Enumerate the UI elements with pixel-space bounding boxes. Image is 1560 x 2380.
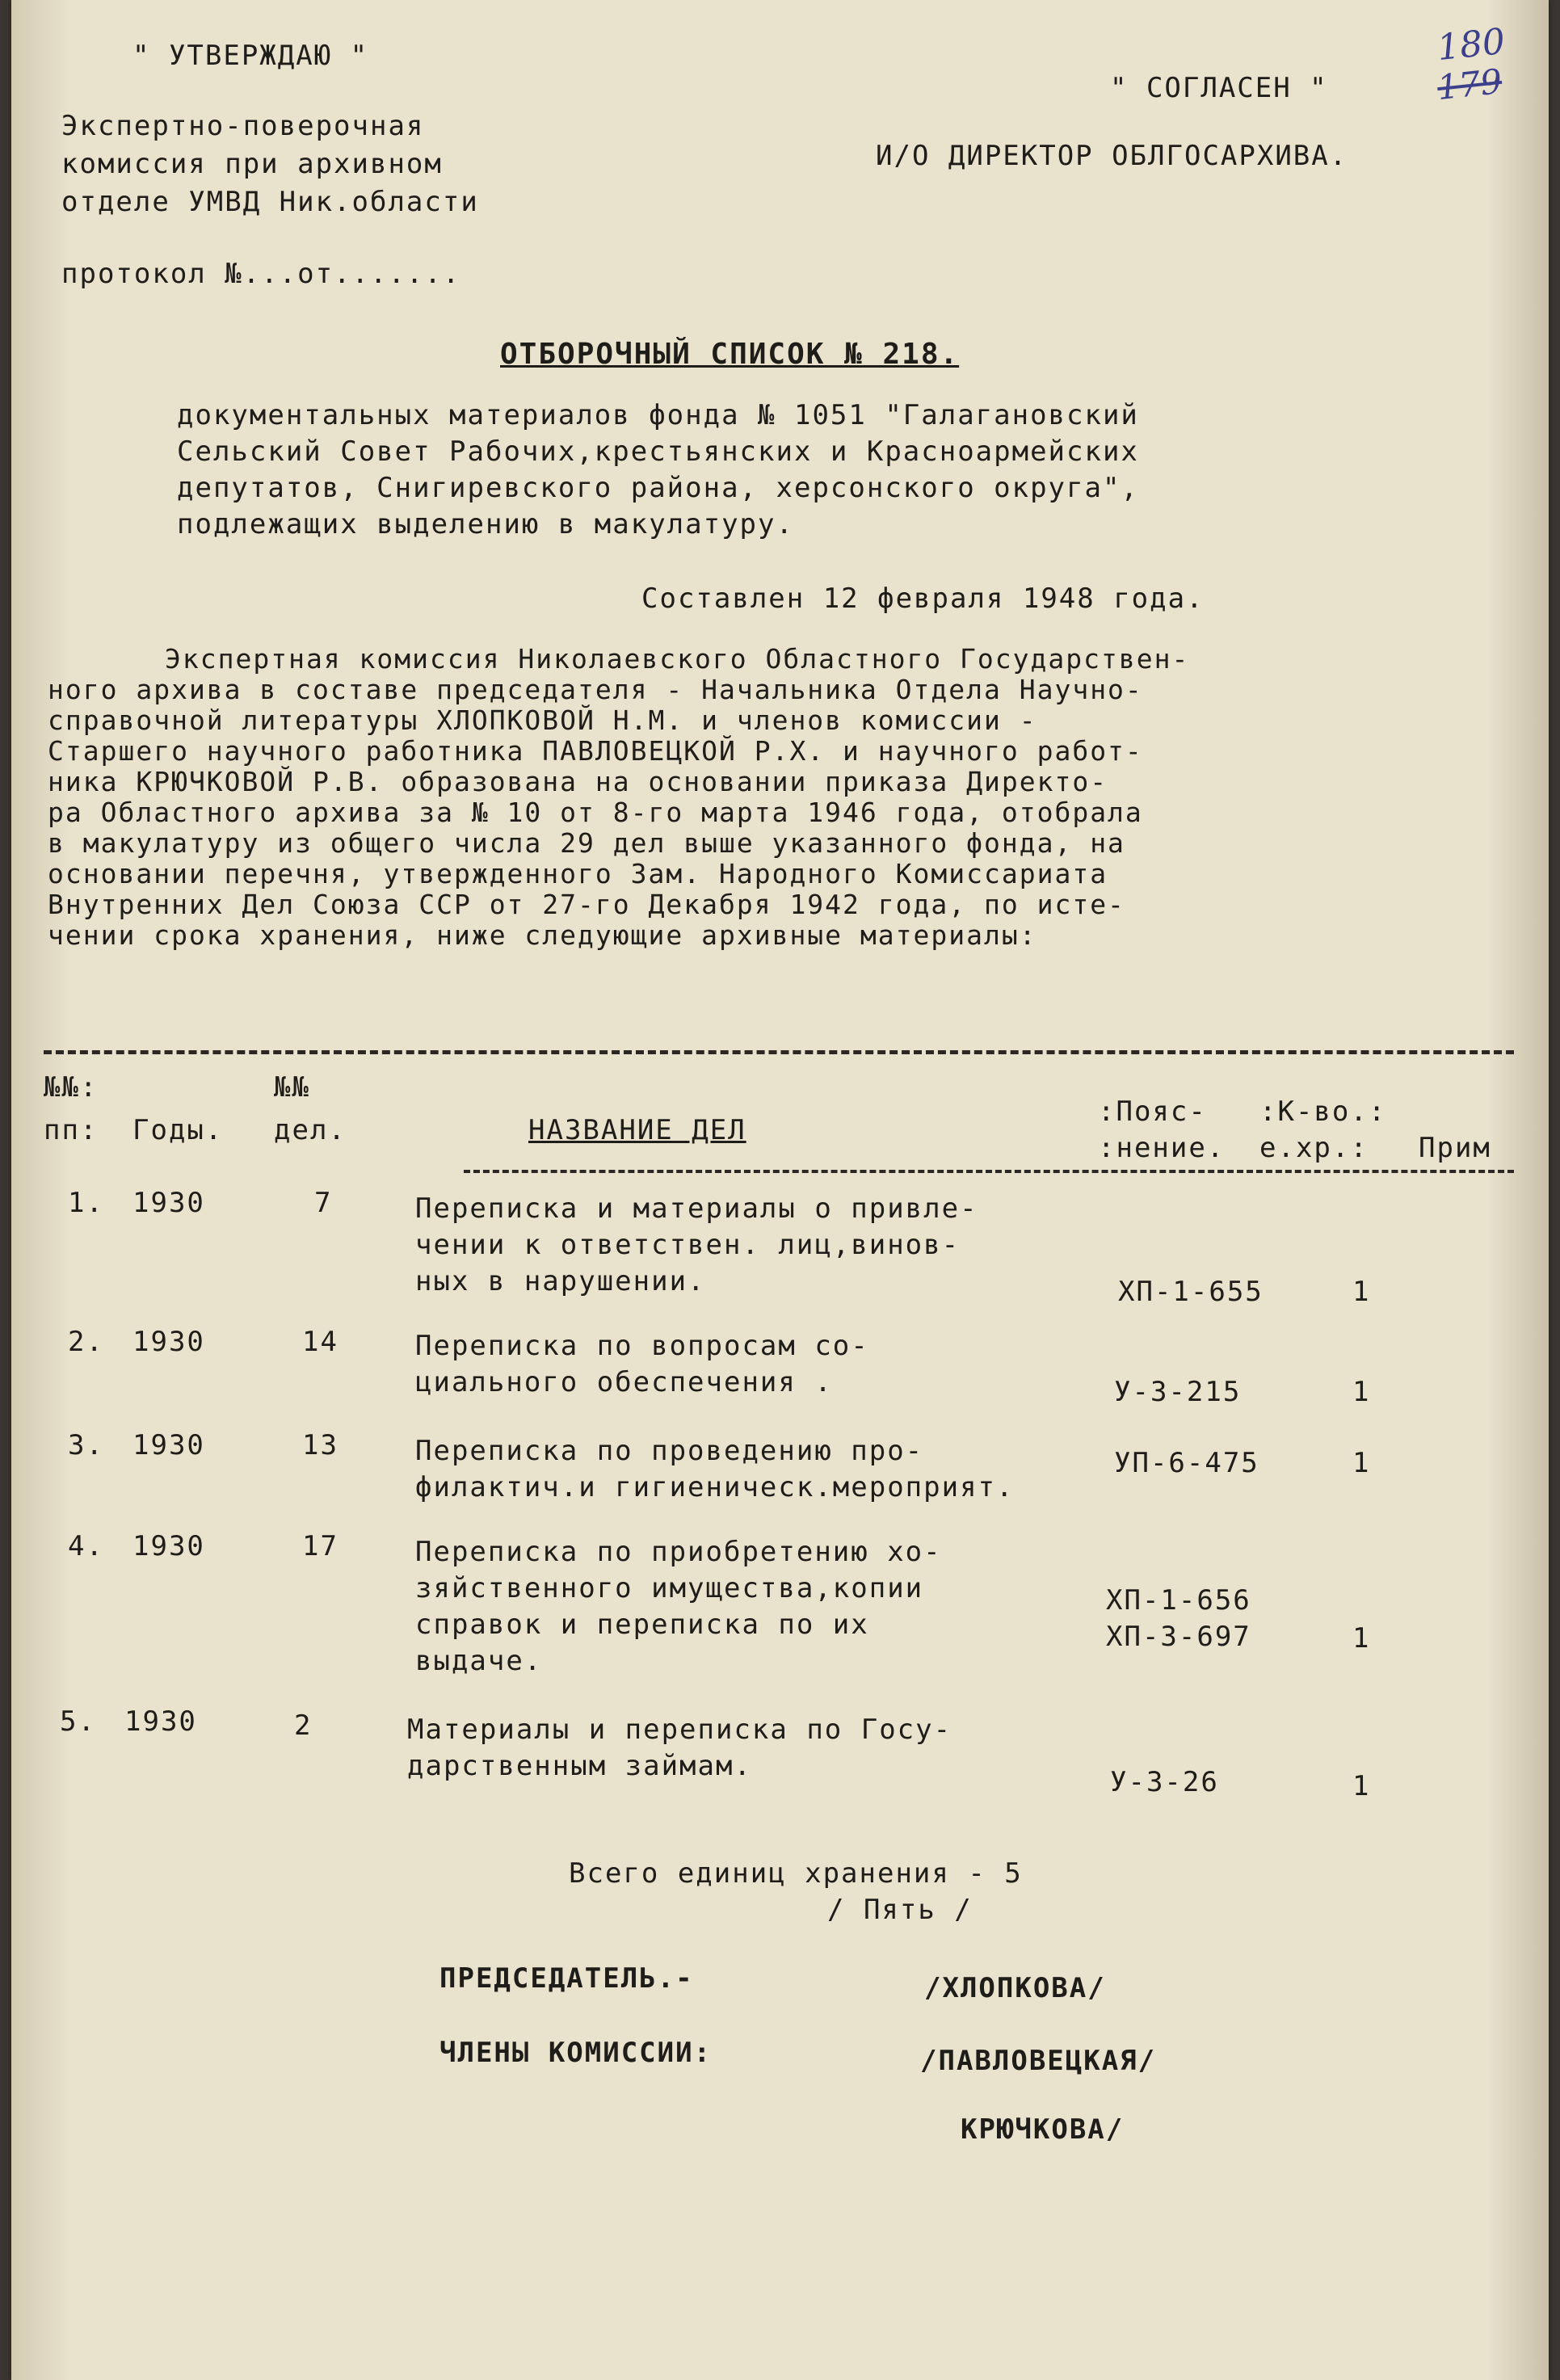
row-name-line: Переписка по вопросам со- [415,1330,869,1362]
row-name-line: справок и переписка по их [415,1608,869,1641]
body-line: Внутренних Дел Союза ССР от 27-го Декабря 1942 года, по исте- [48,889,1125,920]
col-qty-header: :К-во.: [1259,1095,1387,1128]
row-deal: 13 [302,1429,338,1461]
body-line: ного архива в составе председателя - Начальника Отдела Научно- [48,674,1143,705]
row-name-line: филактич.и гигиеническ.мероприят. [415,1471,1015,1503]
col-years-header: Годы. [132,1114,224,1146]
row-year: 1930 [132,1530,205,1562]
page-number-mark-old: 179 [1435,61,1504,108]
row-qty: 1 [1352,1770,1371,1802]
row-qty: 1 [1352,1622,1371,1655]
page-number-mark: 180 [1435,20,1507,69]
row-name-line: циального обеспечения . [415,1366,833,1398]
row-name-line: Переписка по проведению про- [415,1435,924,1467]
protocol-line: протокол №...от....... [61,258,461,290]
subtitle-line: Сельский Совет Рабочих,крестьянских и Красноармейских [177,435,1139,468]
row-qty: 1 [1352,1376,1371,1408]
subtitle-line: подлежащих выделению в макулатуру. [177,508,794,540]
approve-line: отделе УМВД Ник.области [61,186,479,218]
row-num: 5. [60,1705,96,1738]
row-expl: ХП-1-656 [1106,1584,1251,1617]
body-line: чении срока хранения, ниже следующие архивные материалы: [48,919,1037,951]
row-year: 1930 [132,1429,205,1461]
body-line: основании перечня, утвержденного Зам. Народного Комиссариата [48,858,1108,889]
compiled-date: Составлен 12 февраля 1948 года. [641,582,1205,615]
header-underline [464,1170,1514,1173]
row-year: 1930 [132,1187,205,1219]
chair-name: /ХЛОПКОВА/ [924,1972,1106,2004]
body-line: ника КРЮЧКОВОЙ Р.В. образована на основании приказа Директо- [48,766,1108,797]
body-line: справочной литературы ХЛОПКОВОЙ Н.М. и членов комиссии - [48,704,1037,736]
row-deal: 17 [302,1530,338,1562]
row-num: 4. [68,1530,104,1562]
subtitle-line: документальных материалов фонда № 1051 "Галагановский [177,399,1139,431]
row-name-line: зяйственного имущества,копии [415,1572,924,1604]
row-name-line: чении к ответствен. лиц,винов- [415,1229,961,1261]
row-deal: 7 [314,1187,333,1219]
row-expl: УП-6-475 [1114,1447,1259,1479]
body-line: Экспертная комиссия Николаевского Областного Государствен- [165,643,1190,675]
body-line: Старшего научного работника ПАВЛОВЕЦКОЙ Р.Х. и научного работ- [48,735,1143,767]
row-qty: 1 [1352,1276,1371,1308]
total-units-words: / Пять / [827,1894,973,1926]
col-expl-header: :Пояс- [1098,1095,1207,1128]
page-title: ОТБОРОЧНЫЙ СПИСОК № 218. [500,338,960,371]
col-name-header: НАЗВАНИЕ ДЕЛ [528,1114,746,1146]
col-num-header: №№: [44,1071,99,1104]
member-name: КРЮЧКОВА/ [961,2113,1125,2146]
col-deal-header: дел. [274,1114,347,1146]
body-line: ра Областного архива за № 10 от 8-го марта 1946 года, отобрала [48,797,1143,828]
row-name-line: Переписка по приобретению хо- [415,1536,942,1568]
col-qty-header: е.хр.: [1259,1132,1369,1164]
total-units: Всего единиц хранения - 5 [569,1857,1023,1890]
row-num: 2. [68,1326,104,1358]
member-name: /ПАВЛОВЕЦКАЯ/ [920,2045,1157,2077]
col-deal-header: №№ [274,1071,310,1104]
row-name-line: дарственным займам. [407,1750,752,1782]
agree-title: " СОГЛАСЕН " [1110,72,1328,104]
row-name-line: выдаче. [415,1645,543,1677]
row-name-line: Переписка и материалы о привле- [415,1192,978,1225]
row-num: 3. [68,1429,104,1461]
col-note-header: Прим [1419,1132,1491,1164]
row-name-line: ных в нарушении. [415,1265,706,1297]
row-qty: 1 [1352,1447,1371,1479]
row-year: 1930 [124,1705,197,1738]
chair-label: ПРЕДСЕДАТЕЛЬ.- [439,1962,694,1995]
document-page [11,0,1549,2380]
subtitle-line: депутатов, Снигиревского района, херсонского округа", [177,472,1139,504]
table-divider [44,1050,1514,1054]
approve-line: Экспертно-поверочная [61,110,425,142]
row-name-line: Материалы и переписка по Госу- [407,1714,952,1746]
row-year: 1930 [132,1326,205,1358]
approve-line: комиссия при архивном [61,148,443,180]
row-expl: У-3-215 [1114,1376,1242,1408]
members-label: ЧЛЕНЫ КОМИССИИ: [439,2037,713,2069]
row-num: 1. [68,1187,104,1219]
col-expl-header: :нение. [1098,1132,1226,1164]
row-deal: 14 [302,1326,338,1358]
approve-title: " УТВЕРЖДАЮ " [132,40,369,72]
row-expl: ХП-1-655 [1118,1276,1264,1308]
row-deal: 2 [294,1709,313,1742]
agree-line: И/О ДИРЕКТОР ОБЛГОСАРХИВА. [876,140,1348,172]
body-line: в макулатуру из общего числа 29 дел выше указанного фонда, на [48,827,1125,859]
row-expl: ХП-3-697 [1106,1621,1251,1653]
col-num-header: пп: [44,1114,99,1146]
row-expl: У-3-26 [1110,1766,1219,1798]
